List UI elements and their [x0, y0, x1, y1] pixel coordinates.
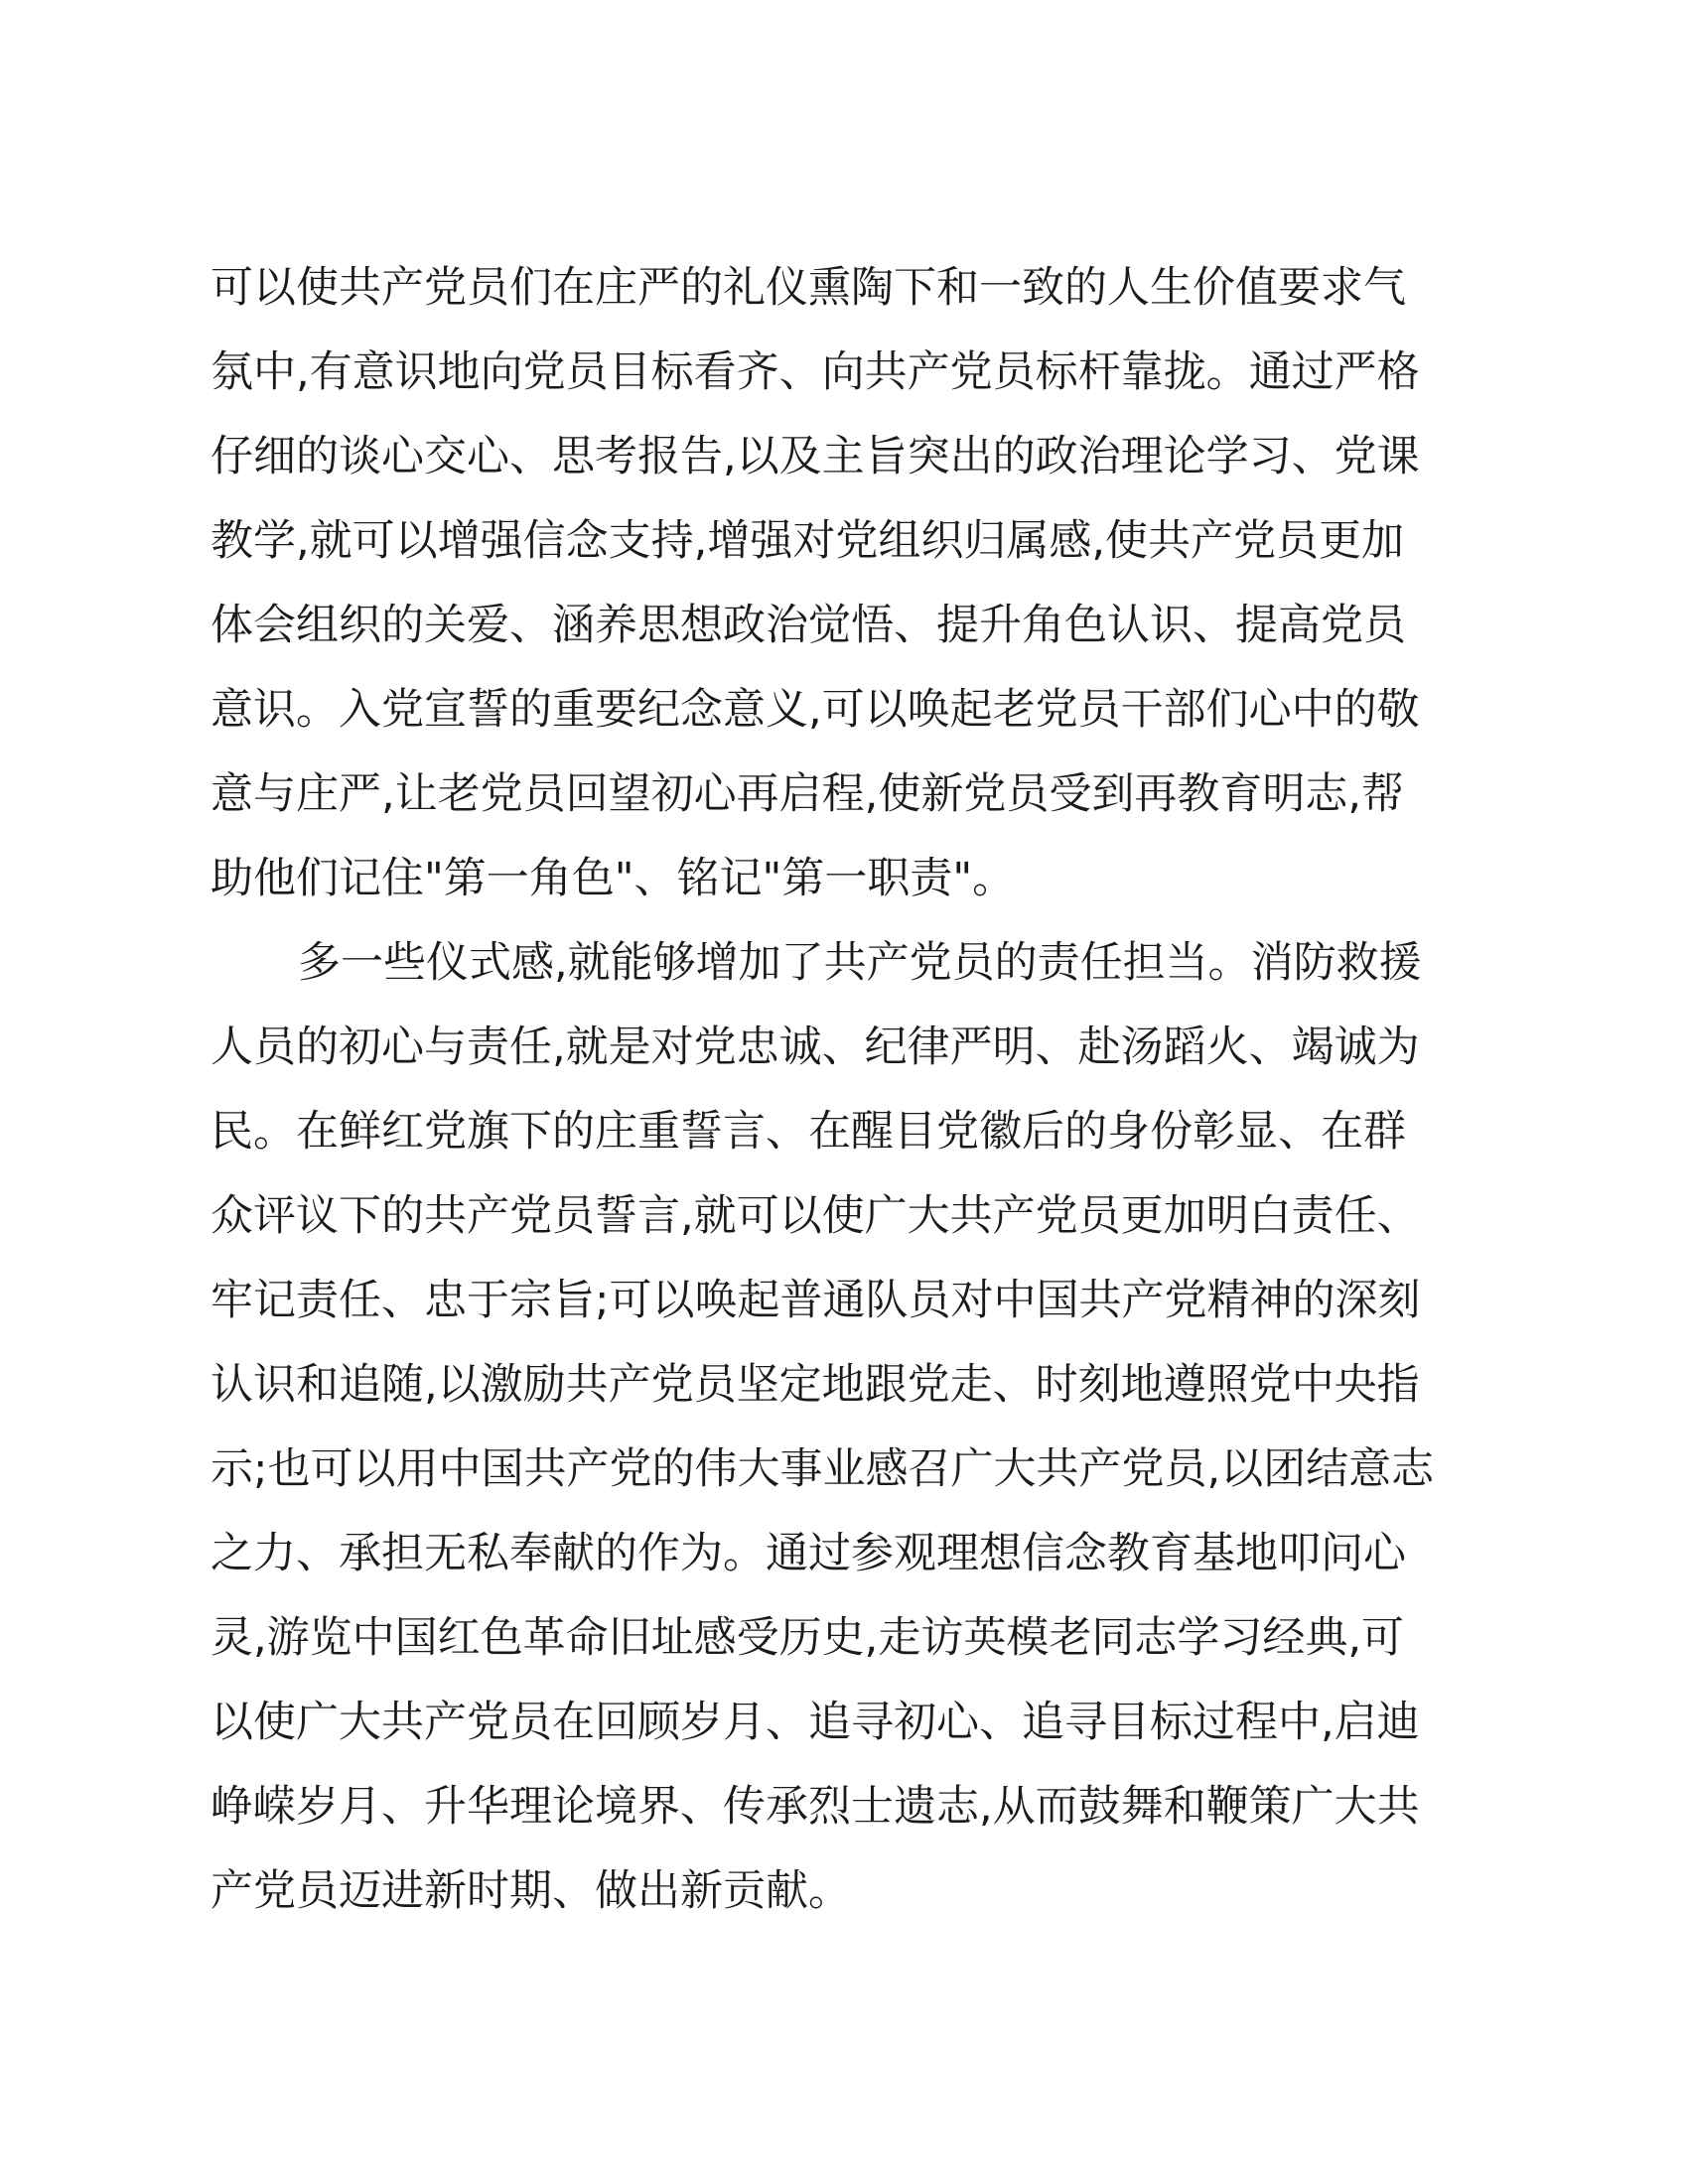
text-line: 可以使共产党员们在庄严的礼仪熏陶下和一致的人生价值要求气 [211, 263, 1406, 313]
text-line: 多一些仪式感,就能够增加了共产党员的责任担当。消防救援 [298, 938, 1422, 988]
text-line: 意与庄严,让老党员回望初心再启程,使新党员受到再教育明志,帮 [211, 769, 1405, 819]
paragraph-1 [211, 246, 1481, 921]
text-line: 仔细的谈心交心、思考报告,以及主旨突出的政治理论学习、党课 [211, 432, 1420, 481]
text-line: 意识。入党宣誓的重要纪念意义,可以唤起老党员干部们心中的敬 [211, 685, 1420, 735]
text-line: 氛中,有意识地向党员目标看齐、向共产党员标杆靠拢。通过严格 [211, 347, 1420, 397]
text-line: 牢记责任、忠于宗旨;可以唤起普通队员对中国共产党精神的深刻 [211, 1276, 1421, 1325]
text-line: 教学,就可以增强信念支持,增强对党组织归属感,使共产党员更加 [211, 516, 1405, 566]
text-line: 人员的初心与责任,就是对党忠诚、纪律严明、赴汤蹈火、竭诚为 [211, 1023, 1420, 1072]
body-text [211, 246, 1481, 1934]
text-line: 示;也可以用中国共产党的伟大事业感召广大共产党员,以团结意志 [211, 1444, 1435, 1494]
text-line: 众评议下的共产党员誓言,就可以使广大共产党员更加明白责任、 [211, 1191, 1420, 1241]
text-line: 以使广大共产党员在回顾岁月、追寻初心、追寻目标过程中,启迪 [211, 1698, 1420, 1747]
text-line: 峥嵘岁月、升华理论境界、传承烈士遗志,从而鼓舞和鞭策广大共 [211, 1782, 1420, 1832]
text-line: 体会组织的关爱、涵养思想政治觉悟、提升角色认识、提高党员 [211, 601, 1406, 650]
text-line: 助他们记住"第一角色"、铭记"第一职责"。 [211, 854, 1016, 903]
text-line: 灵,游览中国红色革命旧址感受历史,走访英模老同志学习经典,可 [211, 1613, 1405, 1663]
text-line: 认识和追随,以激励共产党员坚定地跟党走、时刻地遵照党中央指 [211, 1360, 1420, 1410]
text-line: 产党员迈进新时期、做出新贡献。 [211, 1866, 851, 1916]
text-line: 民。在鲜红党旗下的庄重誓言、在醒目党徽后的身份彰显、在群 [211, 1107, 1406, 1157]
paragraph-2 [211, 921, 1481, 1934]
text-line: 之力、承担无私奉献的作为。通过参观理想信念教育基地叩问心 [211, 1529, 1406, 1578]
